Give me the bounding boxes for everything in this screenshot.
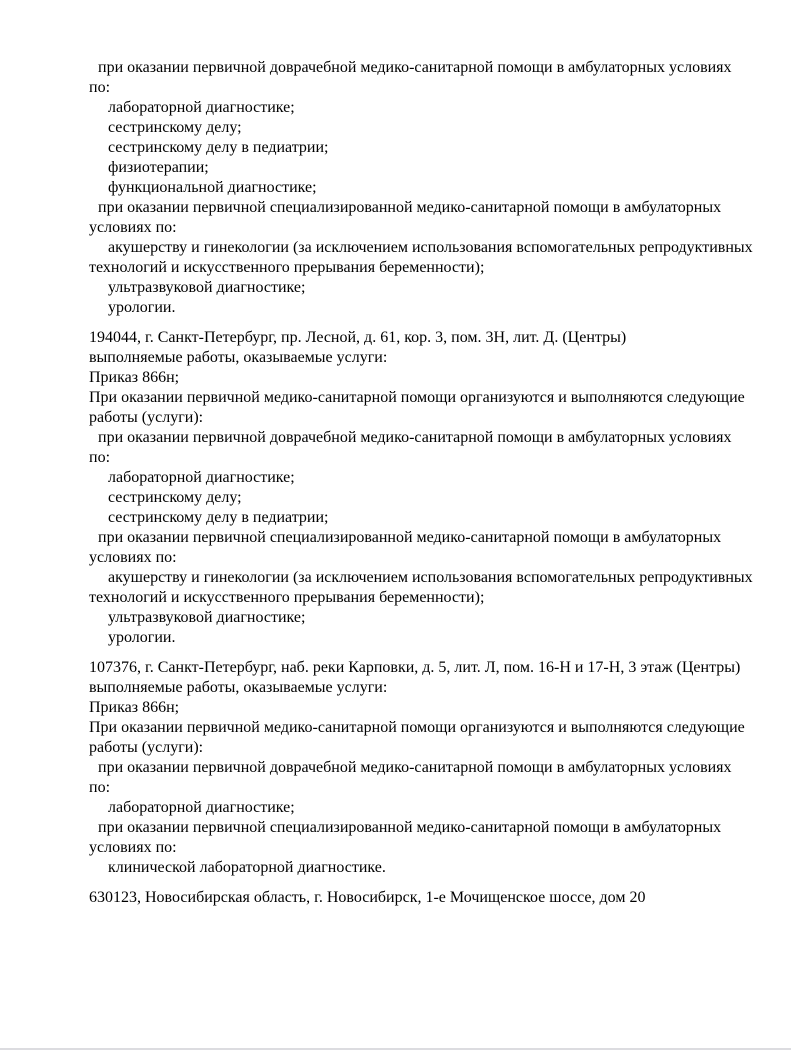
- text-line: по:: [89, 779, 111, 796]
- text-line: условиях по:: [89, 549, 177, 566]
- text-line: сестринскому делу;: [108, 489, 242, 506]
- text-line: по:: [89, 449, 111, 466]
- text-line: условиях по:: [89, 839, 177, 856]
- text-line: при оказании первичной специализированной медико-санитарной помощи в амбулаторных: [98, 199, 722, 216]
- text-line: акушерству и гинекологии (за исключением использования вспомогательных репродуктивных: [108, 239, 753, 256]
- document-section-address-lesnoy: [89, 328, 769, 648]
- text-line: ультразвуковой диагностике;: [108, 279, 306, 296]
- text-line: ультразвуковой диагностике;: [108, 609, 306, 626]
- text-line: сестринскому делу;: [108, 119, 242, 136]
- text-line: 630123, Новосибирская область, г. Новосибирск, 1-е Мочищенское шоссе, дом 20: [89, 889, 646, 906]
- text-line: лабораторной диагностике;: [108, 469, 295, 486]
- text-line: работы (услуги):: [89, 409, 204, 426]
- text-line: клинической лабораторной диагностике.: [108, 859, 386, 876]
- text-line: урологии.: [108, 299, 176, 316]
- text-line: 107376, г. Санкт-Петербург, наб. реки Карповки, д. 5, лит. Л, пом. 16-Н и 17-Н, 3 этаж (Центры): [89, 659, 741, 676]
- text-line: при оказании первичной доврачебной медико-санитарной помощи в амбулаторных условиях: [98, 759, 732, 776]
- document-section-license-works-continued: [89, 58, 769, 318]
- text-line: при оказании первичной доврачебной медико-санитарной помощи в амбулаторных условиях: [98, 59, 732, 76]
- text-line: выполняемые работы, оказываемые услуги:: [89, 679, 388, 696]
- text-line: при оказании первичной специализированной медико-санитарной помощи в амбулаторных: [98, 529, 722, 546]
- text-line: сестринскому делу в педиатрии;: [108, 509, 329, 526]
- document-section-address-karpovka: [89, 658, 769, 878]
- document-section-address-novosibirsk: [89, 888, 769, 908]
- text-line: Приказ 866н;: [89, 369, 180, 386]
- text-line: При оказании первичной медико-санитарной помощи организуются и выполняются следующие: [89, 719, 745, 736]
- bottom-divider: [0, 1048, 791, 1050]
- text-line: работы (услуги):: [89, 739, 204, 756]
- text-line: технологий и искусственного прерывания беременности);: [89, 259, 485, 276]
- text-line: При оказании первичной медико-санитарной помощи организуются и выполняются следующие: [89, 389, 745, 406]
- text-line: по:: [89, 79, 111, 96]
- text-line: условиях по:: [89, 219, 177, 236]
- text-line: при оказании первичной специализированной медико-санитарной помощи в амбулаторных: [98, 819, 722, 836]
- text-line: Приказ 866н;: [89, 699, 180, 716]
- text-line: лабораторной диагностике;: [108, 99, 295, 116]
- text-line: 194044, г. Санкт-Петербург, пр. Лесной, д. 61, кор. 3, пом. 3Н, лит. Д. (Центры): [89, 329, 627, 346]
- license-text-document: [89, 58, 769, 908]
- text-line: урологии.: [108, 629, 176, 646]
- text-line: технологий и искусственного прерывания беременности);: [89, 589, 485, 606]
- text-line: выполняемые работы, оказываемые услуги:: [89, 349, 388, 366]
- text-line: при оказании первичной доврачебной медико-санитарной помощи в амбулаторных условиях: [98, 429, 732, 446]
- text-line: функциональной диагностике;: [108, 179, 317, 196]
- text-line: физиотерапии;: [108, 159, 209, 176]
- text-line: акушерству и гинекологии (за исключением использования вспомогательных репродуктивных: [108, 569, 753, 586]
- text-line: лабораторной диагностике;: [108, 799, 295, 816]
- text-line: сестринскому делу в педиатрии;: [108, 139, 329, 156]
